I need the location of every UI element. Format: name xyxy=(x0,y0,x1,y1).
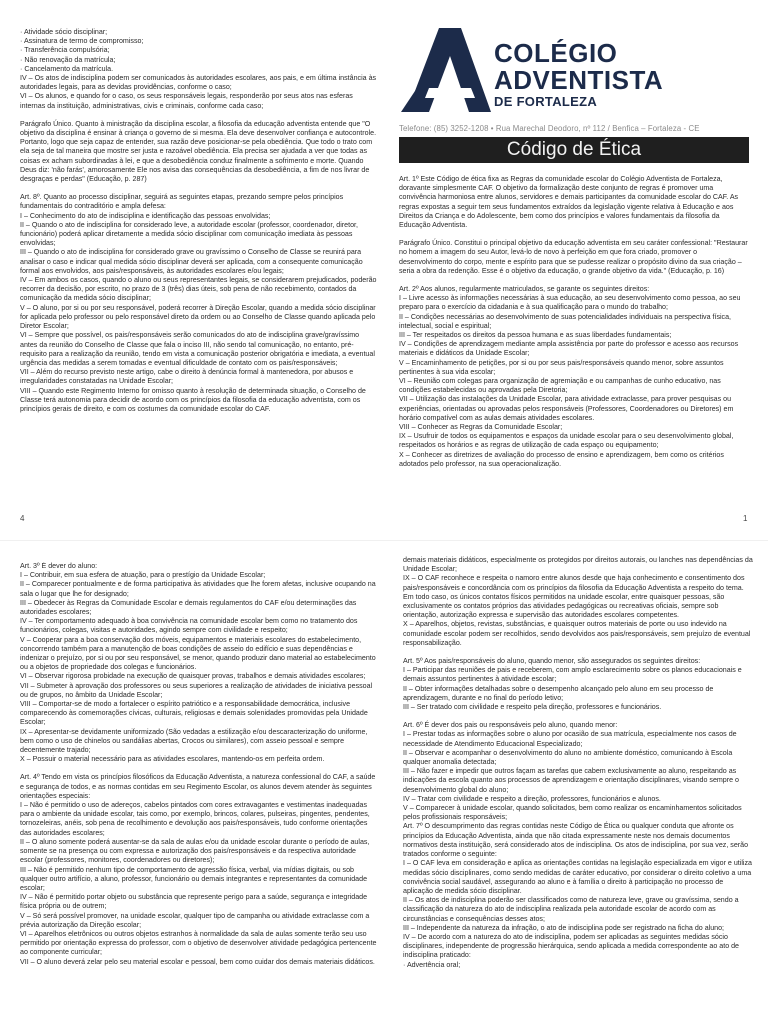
page-number-left: 4 xyxy=(20,514,25,523)
paragraph: IV – Os atos de indisciplina podem ser comunicados às autoridades escolares, aos pais, e em última instância às autoridades legais, para as devidas providências, conforme o caso; xyxy=(20,74,377,92)
paragraph: VIII – Conhecer as Regras da Comunidade Escolar; xyxy=(399,423,563,432)
paragraph: V – Só será possível promover, na unidade escolar, qualquer tipo de campanha ou atividade extraclasse com a prévia autorização da Direção escolar; xyxy=(20,911,370,929)
paragraph: IV – De acordo com a natureza do ato de indisciplina, podem ser aplicadas as seguintes medidas sócio disciplinares, independente de progressão hierárquica, sendo aplicada a medida correspondente ao ato de indisciplina praticado: xyxy=(403,932,740,960)
paragraph: VIII – Quando este Regimento Interno for omisso quanto à resolução de determinada situação, o Conselho de Classe terá autonomia para decidir de acordo com os princípios da filosofia da educação adventista, com os princípios gerais de direito, e com os costumes da comunidade escolar do CAF. xyxy=(20,386,366,413)
paragraph: Parágrafo Único. Constitui o principal objetivo da educação adventista em seu caráter confessional: "Restaurar no homem a imagem do seu Autor, levá-lo de novo à perfeição em que fora criado, promover o desenvolvimento do corpo, mente e espírito para que se pudesse realizar o propósito divino da sua criação – seria a obra da redenção. Esse é o objetivo da educação, o grande objetivo da vida." (Educação, p. 16) xyxy=(399,239,748,275)
text-column-bottom-left xyxy=(20,562,378,1024)
paragraph: VII – O aluno deverá zelar pelo seu material escolar e pessoal, bem como cuidar dos demais materiais didáticos. xyxy=(20,957,375,966)
paragraph: IV – Tratar com civilidade e respeito a direção, professores, funcionários e alunos. xyxy=(403,794,661,803)
paragraph: IX – O CAF reconhece e respeita o namoro entre alunos desde que haja conhecimento e consentimento dos pais/responsáveis e concordância com os princípios da filosofia da Educação Adventista a respeito do tema. Em todo caso, os únicos contatos físicos permitidos na unidade escolar, entre quaisquer pessoas, são exclusivamente os contatos próprios das atividades pedagógicas ou recreativas oficiais, sempre sob orientação, autorização expressa e supervisão das autoridades escolares competentes. xyxy=(403,574,745,620)
paragraph-spacer xyxy=(399,276,749,285)
paragraph: II – Obter informações detalhadas sobre o desempenho alcançado pelo aluno em seu processo de aprendizagem, durante e no final do período letivo; xyxy=(403,684,714,702)
text-column-top-right xyxy=(399,175,749,505)
paragraph: VI – Sempre que possível, os pais/responsáveis serão comunicados do ato de indisciplina grave/gravíssimo antes da reunião do Conselho de Classe que fala o inciso III, não sendo tal comunicação, no entanto, pré-requisito para a realização da reunião, tendo em vista a comunicação posterior obrigatória e imediata, a eventual urgência das medidas a serem tomadas e eventual dificuldade de contato com os pais/responsáveis; xyxy=(20,331,375,367)
paragraph: VI – Aparelhos eletrônicos ou outros objetos estranhos à normalidade da sala de aulas somente terão seu uso permitido por orientação expressa do professor, com o objetivo de desenvolver atividade pedagógica pertencente ao componente curricular; xyxy=(20,929,377,957)
paragraph: VII – Submeter à aprovação dos professores ou seus superiores a realização de atividades de iniciativa pessoal ou de grupos, no âmbito da Unidade Escolar; xyxy=(20,681,373,699)
paragraph: VIII – Comportar-se de modo a fortalecer o espírito patriótico e a responsabilidade democrática, inclusive comparecendo às comemorações cívicas, culturais, religiosas e demais solenidades promovidas pela Unidade Escolar; xyxy=(20,700,368,727)
paragraph: · Transferência compulsória; xyxy=(20,46,110,55)
paragraph: · Cancelamento da matrícula. xyxy=(20,64,114,73)
logo-a-mark-icon xyxy=(399,26,494,114)
text-column-bottom-right xyxy=(403,556,753,1024)
logo-line-1: COLÉGIO xyxy=(494,38,618,68)
paragraph: VII – Utilização das instalações da Unidade Escolar, para atividade extraclasse, para prover pesquisas ou experiências, orientadas ou aprovadas pelos responsáveis (Professores, Coordenadores ou Diretores) em horário compatível com as aulas demais atividades escolares. xyxy=(399,395,734,422)
paragraph: IV – Não é permitido portar objeto ou substância que represente perigo para a saúde, segurança e integridade física própria ou de outrem; xyxy=(20,893,368,911)
paragraph: · Assinatura de termo de compromisso; xyxy=(20,37,144,46)
paragraph: II – Observar e acompanhar o desenvolvimento do aluno no ambiente doméstico, comunicando à Escola qualquer anomalia detectada; xyxy=(403,748,733,767)
logo-line-2: ADVENTISTA xyxy=(494,65,664,95)
paragraph: III – Obedecer às Regras da Comunidade Escolar e demais regulamentos do CAF e/ou determinações das autoridades escolares; xyxy=(20,598,357,617)
paragraph: III – Independente da natureza da infração, o ato de indisciplina pode ser registrado na ficha do aluno; xyxy=(403,923,725,932)
page-number-right: 1 xyxy=(743,514,748,523)
paragraph: Art. 8º. Quanto ao processo disciplinar, seguirá as seguintes etapas, prezando sempre pelos princípios fundamentais do contraditório e ampla defesa: xyxy=(20,193,344,211)
paragraph: VII – Além do recurso previsto neste artigo, cabe o direito à denúncia formal à mantenedora, por abusos e irregularidades constatadas na Unidade Escolar; xyxy=(20,368,354,386)
paragraph: II – Condições necessárias ao desenvolvimento de suas potencialidades individuais na perspectiva física, intelectual, social e espiritual; xyxy=(399,312,732,330)
paragraph: IV – Condições de aprendizagem mediante ampla assistência por parte do professor e acesso aos recursos materiais e didáticos da Unidade Escolar; xyxy=(399,340,739,358)
paragraph: V – Cooperar para a boa conservação dos móveis, equipamentos e materiais escolares do estabelecimento, concorrendo também para a manutenção de boas condições de asseio do edifício e suas dependências e indenizar o prejuízo, por si ou por seu responsável, se menor, quando produzir dano material ao estabelecimento ou a objetos de propriedade dos colegas e funcionários. xyxy=(20,635,376,672)
paragraph-spacer xyxy=(403,648,753,657)
paragraph: X – Conhecer as diretrizes de avaliação do processo de ensino e aprendizagem, bem como os critérios adotados pelo professor, na sua operacionalização. xyxy=(399,450,724,468)
paragraph: III – Não é permitido nenhum tipo de comportamento de agressão física, verbal, via mídias digitais, ou sob qualquer outro artifício, a aluno, professor, funcionário ou demais integrantes e representantes da comunidade escolar; xyxy=(20,865,368,892)
paragraph-spacer xyxy=(399,230,749,239)
paragraph: Art. 6º É dever dos pais ou responsáveis pelo aluno, quando menor: xyxy=(403,721,618,730)
paragraph: V – Encaminhamento de petições, por si ou por seus pais/responsáveis quando menor, sobre assuntos pertinentes à sua vida escolar; xyxy=(399,358,724,376)
paragraph: II – Quando o ato de indisciplina for considerado leve, a autoridade escolar (professor, coordenador, diretor, funcionário) poderá aplicar diretamente a medida sócio disciplinar com comunicação imediata às pessoas envolvidas; xyxy=(20,220,358,248)
paragraph: VI – Observar rigorosa probidade na execução de quaisquer provas, trabalhos e demais atividades escolares; xyxy=(20,672,366,681)
paragraph: V – O aluno, por si ou por seu responsável, poderá recorrer à Direção Escolar, quando a medida sócio disciplinar for aplicada pelo professor ou pelo responsável direto da ordem ou ao Conselho de Classe quando aplicada pelo Diretor Escolar; xyxy=(20,303,376,331)
paragraph: Art. 4º Tendo em vista os princípios filosóficos da Educação Adventista, a natureza confessional do CAF, a saúde e segurança de todos, e as normas contidas em seu Regimento Escolar, os alunos devem atender às seguintes orientações especiais: xyxy=(20,773,376,800)
paragraph: II – Comparecer pontualmente e de forma participativa às atividades que lhe forem afetas, inclusive ocupando na sala o lugar que lhe for designado; xyxy=(20,580,376,598)
paragraph: I – O CAF leva em consideração e aplica as orientações contidas na legislação especializada em vigor e utiliza medidas sócio disciplinares, como sendo medidas de caráter educativo, por considerar o direito coletivo a uma convivência social saudável, assegurando ao aluno e à família o direito à participação no processo de aplicação de medida sócio disciplinar. xyxy=(403,859,752,895)
contact-line: Telefone: (85) 3252-1208 • Rua Marechal Deodoro, nº 112 / Benfica – Fortaleza - CE xyxy=(399,124,700,133)
paragraph: I – Participar das reuniões de pais e receberem, com amplo esclarecimento sobre os planos educacionais e demais assuntos pertinentes à atividade escolar; xyxy=(403,666,742,684)
paragraph: IV – Em ambos os casos, quando o aluno ou seus representantes legais, se considerarem prejudicados, poderão recorrer da decisão, por escrito, no prazo de 3 (três) dias úteis, sob pena de não recebimento, contados da comunicação da medida sócio disciplinar; xyxy=(20,276,377,303)
paragraph: VI – Reunião com colegas para organização de agremiação e ou campanhas de cunho educativo, nas condições estabelecidas ou aprovadas pela Diretoria; xyxy=(399,377,721,395)
paragraph: II – Os atos de indisciplina poderão ser classificados como de natureza leve, grave ou gravíssima, sendo a classificação da natureza do ato de indisciplina realizada pela autoridade escolar de acordo com as circunstâncias e consequências desses atos; xyxy=(403,896,739,923)
paragraph: demais materiais didáticos, especialmente os protegidos por direitos autorais, ou lanches nas dependências da Unidade Escolar; xyxy=(403,556,753,574)
paragraph: · Não renovação da matrícula; xyxy=(20,55,116,64)
paragraph: · Atividade sócio disciplinar; xyxy=(20,28,108,36)
paragraph: I – Prestar todas as informações sobre o aluno por ocasião de sua matrícula, especialmente nos casos de necessidade de Atendimento Educacional Especializado; xyxy=(403,730,737,748)
paragraph: I – Contribuir, em sua esfera de atuação, para o prestígio da Unidade Escolar; xyxy=(20,571,266,580)
paragraph: Parágrafo Único. Quanto à ministração da disciplina escolar, a filosofia da educação adventista entende que "O objetivo da disciplina é ensinar à criança o governo de si mesma. Ela deve desenvolver confiança e autocontrole. Portanto, logo que seja capaz de entender, sua razão deve posicionar-se pela obediência. Que todo o trato com ela seja de tal maneira que mostre ser justa e razoável obediência. Ela precisa ser ajudada a ver que todas as coisas ex acham subordinadas à lei, e que a desobediência conduz finalmente a sofrimento e morte. Quando Deus diz: 'não farás', amorosamente Ele nos avisa das consequências da desobediência, a fim de nos livrar de desgraças e perdas" (Educação, p. 287) xyxy=(20,119,377,184)
page-divider xyxy=(0,540,768,541)
paragraph-spacer xyxy=(20,111,378,120)
paragraph-spacer xyxy=(20,764,378,773)
paragraph: III – Quando o ato de indisciplina for considerado grave ou gravíssimo o Conselho de Classe se reunirá para analisar o caso e indicar qual medida sócio disciplinar deverá ser aplicada, com a consequente comunicação formal aos envolvidos, aos pais/responsáveis, às autoridades escolares e/ou legais; xyxy=(20,248,363,275)
paragraph: IX – Apresentar-se devidamente uniformizado (São vedadas a estilização e/ou descaracterização do uniforme, bem como o uso de chinelos ou sandálias abertas, Crocos ou similares), com asseio pessoal e sempre decentemente trajado; xyxy=(20,727,368,755)
paragraph: III – Ser tratado com civilidade e respeito pela direção, professores e funcionários. xyxy=(403,703,662,712)
paragraph: · Advertência oral; xyxy=(403,960,461,969)
paragraph: III – Ter respeitados os direitos da pessoa humana e as suas liberdades fundamentais; xyxy=(399,331,672,340)
paragraph-spacer xyxy=(20,184,378,193)
paragraph: I – Conhecimento do ato de indisciplina e identificação das pessoas envolvidas; xyxy=(20,211,271,220)
document-title: Código de Ética xyxy=(506,139,642,160)
paragraph: VI – Os alunos, e quando for o caso, os seus responsáveis legais, responderão por seus atos nas esferas internas da instituição, administrativas, civis e criminais, conforme cada caso; xyxy=(20,92,353,110)
paragraph: X – Aparelhos, objetos, revistas, substâncias, e quaisquer outros materiais de porte ou uso indevido na comunidade escolar podem ser recolhidos, sendo devolvidos aos pais/responsáveis, sem prejuízo de eventual responsabilização. xyxy=(403,620,751,647)
paragraph: Art. 7º O descumprimento das regras contidas neste Código de Ética ou qualquer conduta que afronte os princípios da Educação Adventista, ainda que não citada expressamente neste nos demais documentos normativos desta instituição, será considerado atos de indisciplina. Os atos de indisciplina, por sua vez, serão tratados conforme o seguinte: xyxy=(403,822,749,859)
paragraph: I – Não é permitido o uso de adereços, cabelos pintados com cores extravagantes e vestimentas inadequadas para o ambiente da unidade escolar, tais como, por exemplo, brincos, colares, pulseiras, pingentes, pendentes, tornozeleiras, anéis, sob pena de recolhimento e devolução aos pais/responsáveis, tudo conforme orientações das autoridades escolares; xyxy=(20,801,370,837)
paragraph: Art. 1º Este Código de ética fixa as Regras da comunidade escolar do Colégio Adventista de Fortaleza, doravante simplesmente CAF. O objetivo da formalização deste conjunto de regras é promover uma convivência harmoniosa entre alunos, servidores e demais participantes da comunidade escolar do CAF. As regras expostas a seguir tem seus fundamentos extraídos da legislação vigente relativa à Educação e aos Direitos da Criança e do Adolescente, bem como dos princípios e valores fundamentais da filosofia da Educação Adventista. xyxy=(399,175,739,230)
paragraph-spacer xyxy=(403,712,753,721)
paragraph: IV – Ter comportamento adequado à boa convivência na comunidade escolar bem como no tratamento dos funcionários, colegas, visitas e autoridades, agindo sempre com civilidade e respeito; xyxy=(20,617,358,635)
paragraph: V – Comparecer à unidade escolar, quando solicitados, bem como realizar os encaminhamentos solicitados pelos profissionais responsáveis; xyxy=(403,804,742,822)
title-banner xyxy=(399,137,749,163)
paragraph: IX – Usufruir de todos os equipamentos e espaços da unidade escolar para o seu desenvolvimento global, respeitados os horários e as regras de utilização de cada espaço ou equipamento; xyxy=(399,432,734,450)
paragraph: II – O aluno somente poderá ausentar-se da sala de aulas e/ou da unidade escolar durante o período de aulas, somente se na presença ou com expressa e autorização dos pais/responsáveis e da respectiva autoridade escolar (professores, monitores, coordenadores ou diretores); xyxy=(20,837,370,865)
paragraph: Art. 3º É dever do aluno: xyxy=(20,562,98,570)
paragraph: Art. 5º Aos pais/responsáveis do aluno, quando menor, são assegurados os seguintes direitos: xyxy=(403,657,701,666)
paragraph: I – Livre acesso às informações necessárias à sua educação, ao seu desenvolvimento como pessoa, ao seu preparo para o exercício da cidadania e à sua qualificação para o mundo do trabalho; xyxy=(399,294,741,312)
logo-wordmark xyxy=(494,40,663,110)
paragraph: Art. 2º Aos alunos, regularmente matriculados, se garante os seguintes direitos: xyxy=(399,285,650,294)
logo-line-3: DE FORTALEZA xyxy=(494,94,598,109)
text-column-top-left xyxy=(20,28,378,498)
paragraph: X – Possuir o material necessário para as atividades escolares, mantendo-os em perfeita ordem. xyxy=(20,755,325,764)
paragraph: III – Não fazer e impedir que outros façam as tarefas que cabem exclusivamente ao aluno, respeitando as indicações da escola quanto aos processos de aprendizagem e orientação disciplinares, visando sempre o desenvolvimento global do aluno; xyxy=(403,767,739,794)
